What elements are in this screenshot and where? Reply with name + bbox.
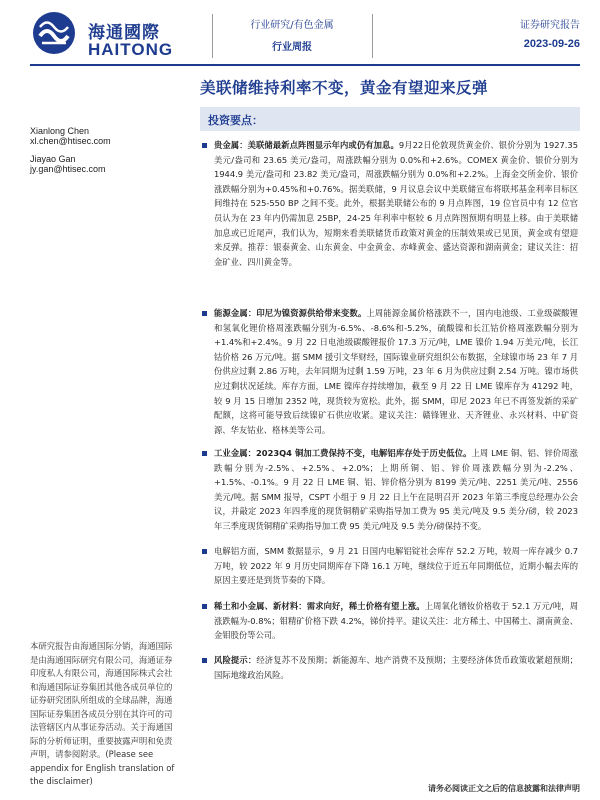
section-energy-metals [202, 306, 578, 437]
header-divider-2 [372, 14, 373, 58]
bullet-icon [202, 658, 207, 663]
disclaimer: 本研究报告由海通国际分销，海通国际是由海通国际研究有限公司，海通证券印度私人有限公司，海通国际株式会社和海通国际证券集团其他各成员单位的证券研究团队所组成的全球品牌，海通国际证券集团各成员分别在其许可的司法管辖区内从事证券活动。关于海通国际的分析师证明，重要披露声明和免责声明，请参阅附录。(Please see appendix for English translation of the disclaimer) [30, 641, 175, 786]
logo-mark-icon [30, 8, 80, 58]
bullet-icon [202, 143, 207, 148]
analyst-email[interactable]: xl.chen@htisec.com [30, 136, 111, 146]
analyst-email[interactable]: jy.gan@htisec.com [30, 164, 106, 174]
section-precious-metals [202, 138, 578, 269]
section-text: 上周能源金属价格涨跌不一，国内电池级、工业级碳酸锂和氢氧化锂价格周涨跌幅分别为-6.5%、-8.6%和-5.2%，硫酸镍和长江钴价格周涨跌幅分别为+1.4%和+2.4%。9 月 22 日电池级碳酸锂报价 17.3 万元/吨，LME 镍价 1.94 万美元/吨，长江钴价格 26 万元/吨。据 SMM 援引文华财经，国际镍业研究组织公布数据，全球镍市场 23 年 7 月份供应过剩 2.86 万吨，去年同期为过剩 1.59 万吨，23 年 6 月为供应过剩 2.54 万吨。镍市场供应过剩状况延续。库存方面，LME 镍库存持续增加，截至 9 月 22 日 LME 镍库存为 41292 吨，较 9 月 15 日增加 2352 吨，现货较为宽松。此外，据 SMM，印尼 2023 年已不再签发新的采矿配额，这将可能导致后续镍矿石供应收紧。建议关注：赣锋锂业、天齐锂业、永兴材料、中矿资源、华友钴业、格林美等公司。 [214, 308, 578, 435]
analyst-name: Jiayao Gan [30, 154, 76, 164]
section-rare-earth [202, 599, 578, 643]
bullet-icon [202, 604, 207, 609]
report-title: 美联储维持利率不变，黄金有望迎来反弹 [200, 79, 489, 97]
section-industrial-metals [202, 446, 578, 534]
bullet-icon [202, 549, 207, 554]
section-risk [202, 653, 578, 682]
logo-text-en: HAITONG [88, 40, 174, 59]
report-series: 证券研究报告 [520, 20, 580, 31]
logo-text-cn: 海通國際 [88, 23, 160, 43]
section-text: 上周氧化镨钕价格收于 52.1 万元/吨，周涨跌幅为-0.8%；钼精矿价格下跌 4.2%，锑价持平。建议关注：北方稀土、中国稀土、湖南黄金、金钼股份等公司。 [214, 601, 578, 641]
section-heading: 贵金属：美联储最新点阵图显示年内或仍有加息。 [214, 140, 399, 150]
bullet-icon [202, 451, 207, 456]
header-divider [212, 14, 213, 58]
section-text: 9月22日伦敦现货黄金价、银价分别为 1927.35 美元/盎司和 23.65 美元/盎司，周涨跌幅分别为 0.0%和+2.6%。COMEX 黄金价、银价分别为 1944.9 美元/盎司和 23.82 美元/盎司，周涨跌幅分别为 0.0%和+2.2%。上海金交所金价、银价涨跌幅分别为+0.45%和+0.76%。据美联储，9 月议息会议中美联储宣布将联邦基金利率目标区间维持在 525-550 BP 之间不变。此外，根据美联储公布的 9 月点阵图，19 位官员中有 12 位官员认为在 23 年内仍需加息 25BP，24-25 年利率中枢较 6 月点阵图预期有明显上移。由于美联储加息或已近尾声，我们认为，短期来看美联储货币政策对黄金的压制效果或已见顶，黄金或有望迎来反弹。推荐：银泰黄金、山东黄金、中金黄金、赤峰黄金、盛达资源和湖南黄金；建议关注：招金矿业、四川黄金等。 [214, 140, 578, 267]
section-text: 上周 LME 铜、铝、锌价周涨跌幅分别为-2.5%、+2.5%、+2.0%；上期所铜、铝、锌价周涨跌幅分别为-2.2%、+1.5%、-0.1%。9 月 22 日 LME 铜、铝、锌价格分别为 8199 美元/吨、2251 美元/吨、2556 美元/吨。据 SMM 报导，CSPT 小组于 9 月 22 日上午在昆明召开 2023 年第三季度总经理办公会议，并敲定 2023 年四季度的现货铜精矿采购指导加工费为 95 美元/吨及 9.5 美分/磅，较 2023 年三季度现货铜精矿采购指导加工费 95 美元/吨及 9.5 美分/磅保持不变。 [214, 448, 578, 531]
section-heading: 风险提示： [214, 655, 257, 665]
company-logo [30, 8, 200, 60]
section-text: 经济复苏不及预期；新能源车、地产消费不及预期；主要经济体货币政策收紧超预期；国际地缘政治风险。 [214, 655, 578, 680]
section-text: 电解铝方面，SMM 数据显示，9 月 21 日国内电解铝锭社会库存 52.2 万吨，较周一库存减少 0.7 万吨，较 2022 年 9 月历史同期库存下降 16.1 万吨，继续位于近五年同期低位，近期小幅去库的原因主要还是到货节奏的下降。 [214, 546, 578, 586]
section-heading: 工业金属：2023Q4 铜加工费保持不变，电解铝库存处于历史低位。 [214, 448, 472, 458]
section-aluminum [202, 544, 578, 588]
bullet-icon [202, 311, 207, 316]
header-rule [30, 64, 580, 66]
footer-note: 请务必阅读正文之后的信息披露和法律声明 [428, 784, 580, 793]
analyst-2 [30, 154, 185, 174]
analyst-1 [30, 126, 185, 146]
analyst-name: Xianlong Chen [30, 126, 90, 136]
report-type: 行业周报 [272, 42, 312, 53]
section-heading: 能源金属：印尼为镍资源供给带来变数。 [214, 308, 367, 318]
report-category: 行业研究/有色金属 [250, 20, 334, 31]
section-heading: 稀土和小金属、新材料：需求向好，稀土价格有望上涨。 [214, 601, 425, 611]
summary-label: 投资要点： [208, 114, 263, 127]
report-date: 2023-09-26 [523, 38, 580, 50]
